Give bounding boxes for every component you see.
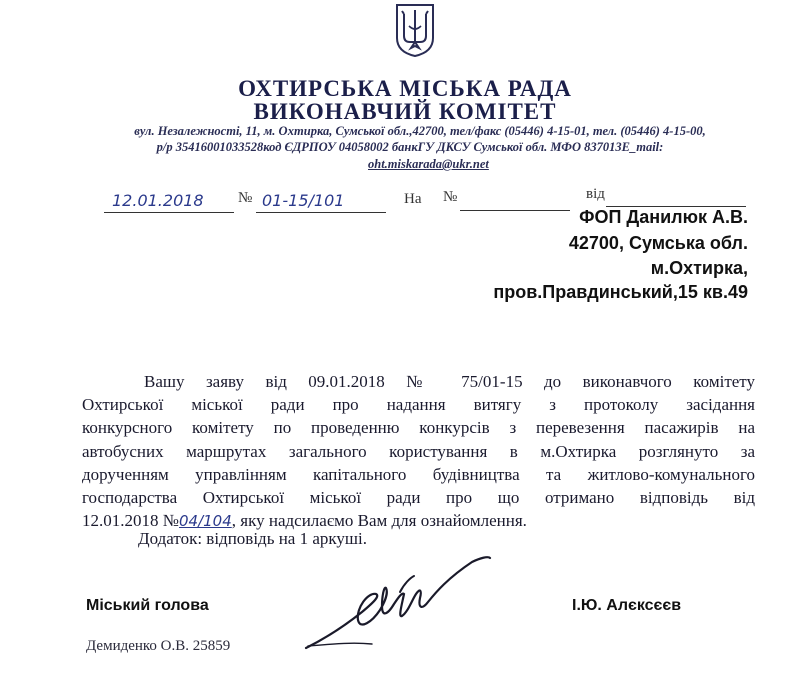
- incoming-number-label: №: [443, 189, 458, 205]
- body-text-fragment: , яку надсилаємо Вам для ознайомлення.: [231, 511, 527, 531]
- incoming-number-underline: [460, 210, 570, 211]
- body-line: Охтирської міської ради про надання витягу з протоколу засідання: [82, 395, 755, 415]
- body-line: автобусних маршрутах загального користування в м.Охтирка розглянуто за: [82, 441, 755, 461]
- recipient-city: м.Охтирка,: [650, 258, 748, 278]
- address-line: вул. Незалежності, 11, м. Охтирка, Сумської обл.,42700, тел/факс (05446) 4-15-01, тел. (05446) 4-15-00,: [134, 124, 706, 138]
- handwritten-signature-icon: [302, 548, 492, 658]
- signatory-name: І.Ю. Алєксєєв: [572, 597, 682, 614]
- reply-number: 04/104: [178, 512, 232, 531]
- attachment-note: Додаток: відповідь на 1 аркуші.: [138, 529, 367, 548]
- outgoing-number: 01-15/101: [262, 191, 345, 210]
- signatory-title: Міський голова: [86, 597, 209, 614]
- recipient-region: 42700, Сумська обл.: [568, 233, 748, 253]
- na-label: На: [404, 191, 422, 207]
- committee-name: ВИКОНАВЧИЙ КОМІТЕТ: [253, 99, 557, 124]
- date-underline: [104, 212, 234, 213]
- body-line: Вашу заяву від 09.01.2018 № 75/01-15 до виконавчого комітету: [144, 372, 755, 391]
- recipient-name: ФОП Данилюк А.В.: [579, 207, 748, 227]
- council-name: ОХТИРСЬКА МІСЬКА РАДА: [238, 76, 572, 101]
- email-link[interactable]: oht.miskarada@ukr.net: [368, 157, 489, 171]
- number-underline: [256, 212, 386, 213]
- body-line: дорученням управлінням капітального будівництва та житлово-комунального: [82, 464, 755, 484]
- letter-body: [82, 370, 755, 533]
- outgoing-date: 12.01.2018: [112, 191, 204, 210]
- body-line: господарства Охтирської міської ради про що отримано відповідь від: [82, 488, 755, 508]
- recipient-street: пров.Правдинський,15 кв.49: [493, 282, 748, 302]
- bank-details-line: р/р 35416001033528код ЄДРПОУ 04058002 банкГУ ДКСУ Сумської обл. МФО 837013Е_mail:: [156, 140, 664, 154]
- number-label: №: [238, 190, 253, 206]
- body-line: конкурсного комітету по проведенню конкурсів з перевезення пасажирів на: [82, 418, 755, 438]
- trident-coat-of-arms-icon: [394, 2, 436, 58]
- body-text-fragment: 12.01.2018 №: [82, 511, 179, 531]
- vid-label: від: [586, 186, 605, 202]
- executor-info: Демиденко О.В. 25859: [86, 638, 231, 654]
